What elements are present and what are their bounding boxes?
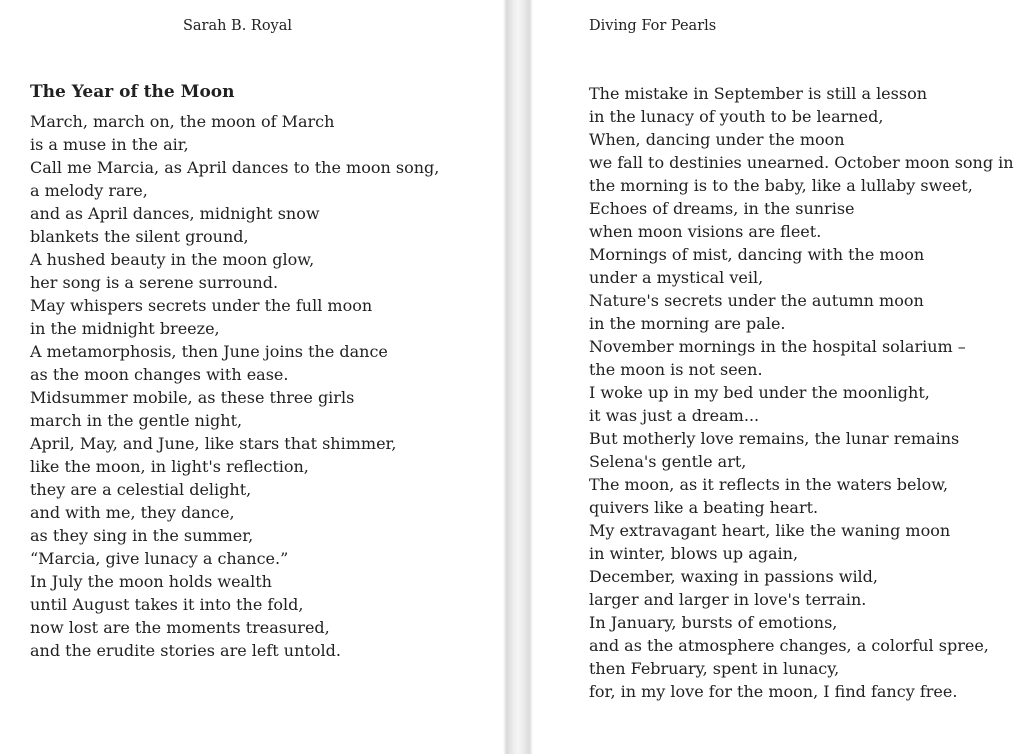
poem-line: I woke up in my bed under the moonlight,	[589, 383, 930, 402]
left-page	[0, 0, 511, 754]
right-page	[512, 0, 1023, 754]
poem-title: The Year of the Moon	[30, 82, 235, 102]
poem-line: A metamorphosis, then June joins the dance	[30, 342, 388, 361]
poem-line: in winter, blows up again,	[589, 544, 799, 563]
poem-line: But motherly love remains, the lunar remains	[589, 429, 960, 448]
left-page-header-author: Sarah B. Royal	[182, 18, 293, 34]
poem-line: Echoes of dreams, in the sunrise	[589, 199, 855, 218]
poem-line: and with me, they dance,	[30, 503, 235, 522]
poem-line: Mornings of mist, dancing with the moon	[589, 245, 925, 264]
poem-line: for, in my love for the moon, I find fancy free.	[589, 682, 958, 701]
poem-line: In July the moon holds wealth	[30, 572, 272, 591]
poem-line: when moon visions are fleet.	[589, 222, 822, 241]
poem-line: and as the atmosphere changes, a colorful spree,	[589, 636, 989, 655]
poem-line: the moon is not seen.	[589, 360, 763, 379]
poem-line: Nature's secrets under the autumn moon	[589, 291, 924, 310]
poem-line: Selena's gentle art,	[589, 452, 747, 471]
right-page-header-book-title: Diving For Pearls	[589, 18, 717, 34]
poem-line: The mistake in September is still a lesson	[589, 84, 928, 103]
poem-line: like the moon, in light's reflection,	[30, 457, 309, 476]
poem-line: April, May, and June, like stars that shimmer,	[30, 434, 397, 453]
poem-line: When, dancing under the moon	[589, 130, 845, 149]
poem-line: March, march on, the moon of March	[30, 112, 335, 131]
poem-line: under a mystical veil,	[589, 268, 764, 287]
poem-line: until August takes it into the fold,	[30, 595, 304, 614]
poem-line: blankets the silent ground,	[30, 227, 249, 246]
poem-line: quivers like a beating heart.	[589, 498, 819, 517]
poem-line: the morning is to the baby, like a lullaby sweet,	[589, 176, 973, 195]
poem-line: November mornings in the hospital solarium –	[589, 337, 966, 356]
poem-line: and the erudite stories are left untold.	[30, 641, 341, 660]
poem-line: December, waxing in passions wild,	[589, 567, 878, 586]
poem-line: her song is a serene surround.	[30, 273, 279, 292]
poem-line: march in the gentle night,	[30, 411, 243, 430]
poem-line: in the lunacy of youth to be learned,	[589, 107, 884, 126]
poem-line: as the moon changes with ease.	[30, 365, 289, 384]
poem-line: they are a celestial delight,	[30, 480, 252, 499]
left-poem-body	[30, 110, 439, 662]
poem-line: a melody rare,	[30, 181, 148, 200]
poem-line: larger and larger in love's terrain.	[589, 590, 867, 609]
poem-line: in the morning are pale.	[589, 314, 786, 333]
poem-line: Call me Marcia, as April dances to the moon song,	[30, 158, 440, 177]
poem-line: My extravagant heart, like the waning moon	[589, 521, 951, 540]
poem-line: in the midnight breeze,	[30, 319, 220, 338]
poem-line: In January, bursts of emotions,	[589, 613, 838, 632]
poem-line: The moon, as it reflects in the waters below,	[589, 475, 949, 494]
poem-line: now lost are the moments treasured,	[30, 618, 330, 637]
poem-line: Midsummer mobile, as these three girls	[30, 388, 355, 407]
poem-line: A hushed beauty in the moon glow,	[30, 250, 315, 269]
poem-line: as they sing in the summer,	[30, 526, 254, 545]
poem-line: is a muse in the air,	[30, 135, 189, 154]
poem-line: we fall to destinies unearned. October moon song in	[589, 153, 1014, 172]
poem-line: “Marcia, give lunacy a chance.”	[30, 549, 289, 568]
poem-line: it was just a dream...	[589, 406, 760, 425]
right-poem-body	[589, 82, 1014, 703]
poem-line: then February, spent in lunacy,	[589, 659, 840, 678]
poem-line: and as April dances, midnight snow	[30, 204, 320, 223]
poem-line: May whispers secrets under the full moon	[30, 296, 373, 315]
